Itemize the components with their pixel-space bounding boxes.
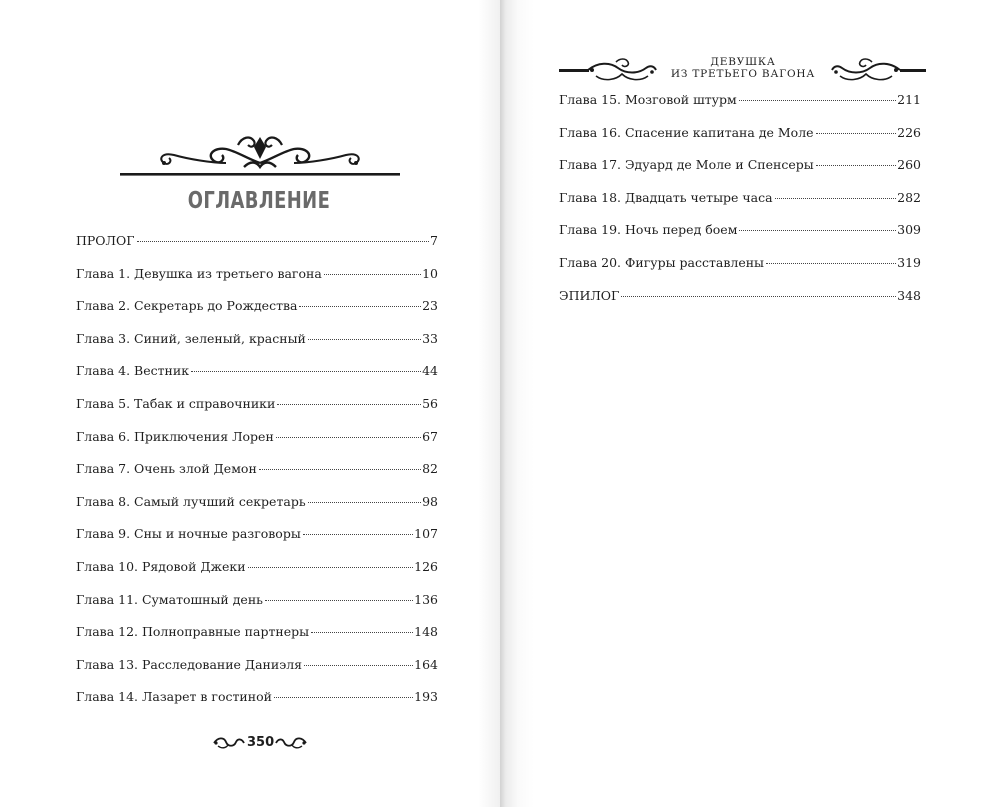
dot-leader: [816, 133, 897, 134]
toc-entry-title: Глава 10. Рядовой Джеки: [76, 558, 246, 574]
toc-list-left: [76, 232, 438, 721]
toc-entry-chapter-12[interactable]: [76, 623, 438, 656]
running-head-line-2: ИЗ ТРЕТЬЕГО ВАГОНА: [670, 68, 816, 80]
toc-entry-prologue[interactable]: [76, 232, 438, 265]
dot-leader: [248, 567, 414, 568]
dot-leader: [816, 165, 896, 166]
toc-entry-title: ПРОЛОГ: [76, 233, 135, 248]
toc-entry-chapter-2[interactable]: [76, 297, 438, 330]
toc-entry-page: 67: [422, 428, 438, 444]
dot-leader: [739, 100, 896, 101]
right-flourish-icon: [274, 736, 308, 750]
page-number-value: 350: [247, 735, 275, 750]
toc-entry-chapter-14[interactable]: [76, 688, 438, 721]
toc-entry-title: Глава 18. Двадцать четыре часа: [559, 189, 773, 205]
toc-entry-title: Глава 14. Лазарет в гостиной: [76, 689, 272, 705]
toc-entry-chapter-15[interactable]: [559, 91, 921, 124]
toc-entry-page: 211: [897, 92, 921, 107]
toc-entry-title: Глава 11. Суматошный день: [76, 591, 263, 607]
toc-entry-page: 44: [422, 363, 438, 379]
toc-entry-page: 282: [897, 189, 921, 205]
toc-entry-chapter-7[interactable]: [76, 460, 438, 493]
dot-leader: [304, 665, 413, 666]
running-head-rule-left: [559, 69, 589, 72]
toc-entry-page: 126: [414, 558, 438, 574]
toc-entry-title: Глава 20. Фигуры расставлены: [559, 254, 764, 270]
toc-entry-page: 148: [414, 624, 438, 640]
toc-entry-chapter-9[interactable]: [76, 525, 438, 558]
dot-leader: [303, 534, 413, 535]
toc-entry-title: Глава 16. Спасение капитана де Моле: [559, 124, 814, 140]
dot-leader: [324, 274, 421, 275]
toc-entry-title: Глава 15. Мозговой штурм: [559, 92, 737, 107]
dot-leader: [274, 697, 413, 698]
toc-entry-chapter-18[interactable]: [559, 189, 921, 222]
toc-entry-page: 107: [414, 526, 438, 542]
dot-leader: [308, 502, 421, 503]
toc-entry-chapter-1[interactable]: [76, 265, 438, 298]
toc-entry-page: 193: [414, 689, 438, 705]
toc-entry-chapter-4[interactable]: [76, 362, 438, 395]
toc-entry-title: Глава 8. Самый лучший секретарь: [76, 493, 306, 509]
toc-entry-title: Глава 1. Девушка из третьего вагона: [76, 265, 322, 281]
toc-entry-page: 348: [897, 287, 921, 303]
toc-entry-page: 136: [414, 591, 438, 607]
title-flourish-ornament: [118, 133, 402, 179]
toc-entry-page: 10: [422, 265, 438, 281]
running-head-line-1: ДЕВУШКА: [710, 56, 776, 68]
toc-entry-title: Глава 6. Приключения Лорен: [76, 428, 274, 444]
toc-entry-title: Глава 7. Очень злой Демон: [76, 461, 257, 477]
left-page: [0, 0, 500, 807]
dot-leader: [259, 469, 421, 470]
dot-leader: [276, 437, 421, 438]
toc-entry-page: 226: [897, 124, 921, 140]
dot-leader: [191, 371, 421, 372]
toc-entry-page: 7: [430, 233, 438, 248]
toc-title: ОГЛАВЛЕНИЕ: [187, 188, 331, 214]
toc-entry-page: 309: [897, 222, 921, 238]
running-head-left-flourish-icon: [586, 58, 658, 84]
toc-entry-title: ЭПИЛОГ: [559, 287, 620, 303]
toc-list-right: [559, 91, 921, 319]
dot-leader: [775, 198, 897, 199]
dot-leader: [265, 600, 413, 601]
toc-entry-title: Глава 12. Полноправные партнеры: [76, 624, 310, 640]
toc-entry-title: Глава 19. Ночь перед боем: [559, 222, 738, 238]
toc-entry-chapter-16[interactable]: [559, 124, 921, 157]
toc-entry-chapter-10[interactable]: [76, 558, 438, 591]
page-number: [212, 734, 308, 752]
toc-entry-page: 23: [422, 298, 438, 314]
toc-entry-chapter-13[interactable]: [76, 656, 438, 689]
dot-leader: [311, 632, 413, 633]
toc-entry-title: Глава 4. Вестник: [76, 363, 190, 379]
toc-entry-title: Глава 2. Секретарь до Рождества: [76, 298, 298, 314]
toc-entry-chapter-17[interactable]: [559, 156, 921, 189]
toc-entry-chapter-11[interactable]: [76, 591, 438, 624]
toc-entry-page: 319: [897, 254, 921, 270]
toc-entry-epilogue[interactable]: [559, 287, 921, 320]
left-flourish-icon: [212, 736, 246, 750]
toc-entry-page: 82: [422, 461, 438, 477]
book-gutter: [478, 0, 500, 807]
toc-entry-title: Глава 13. Расследование Даниэля: [76, 656, 303, 672]
toc-entry-chapter-5[interactable]: [76, 395, 438, 428]
toc-entry-chapter-19[interactable]: [559, 221, 921, 254]
dot-leader: [137, 241, 430, 242]
dot-leader: [308, 339, 421, 340]
toc-entry-page: 164: [414, 656, 438, 672]
running-head-right-flourish-icon: [830, 58, 902, 84]
dot-leader: [299, 306, 421, 307]
toc-entry-chapter-20[interactable]: [559, 254, 921, 287]
toc-entry-page: 260: [897, 157, 921, 173]
running-head: [658, 56, 828, 80]
dot-leader: [277, 404, 421, 405]
dot-leader: [766, 263, 896, 264]
toc-entry-title: Глава 9. Сны и ночные разговоры: [76, 526, 301, 542]
toc-entry-title: Глава 17. Эдуард де Моле и Спенсеры: [559, 157, 814, 173]
toc-entry-page: 98: [422, 493, 438, 509]
toc-entry-page: 33: [422, 330, 438, 346]
running-head-rule-right: [900, 69, 926, 72]
dot-leader: [621, 296, 896, 297]
toc-entry-title: Глава 5. Табак и справочники: [76, 395, 276, 411]
dot-leader: [739, 230, 896, 231]
toc-entry-chapter-8[interactable]: [76, 493, 438, 526]
toc-entry-page: 56: [422, 395, 438, 411]
toc-entry-chapter-6[interactable]: [76, 428, 438, 461]
toc-entry-chapter-3[interactable]: [76, 330, 438, 363]
toc-entry-title: Глава 3. Синий, зеленый, красный: [76, 330, 306, 346]
